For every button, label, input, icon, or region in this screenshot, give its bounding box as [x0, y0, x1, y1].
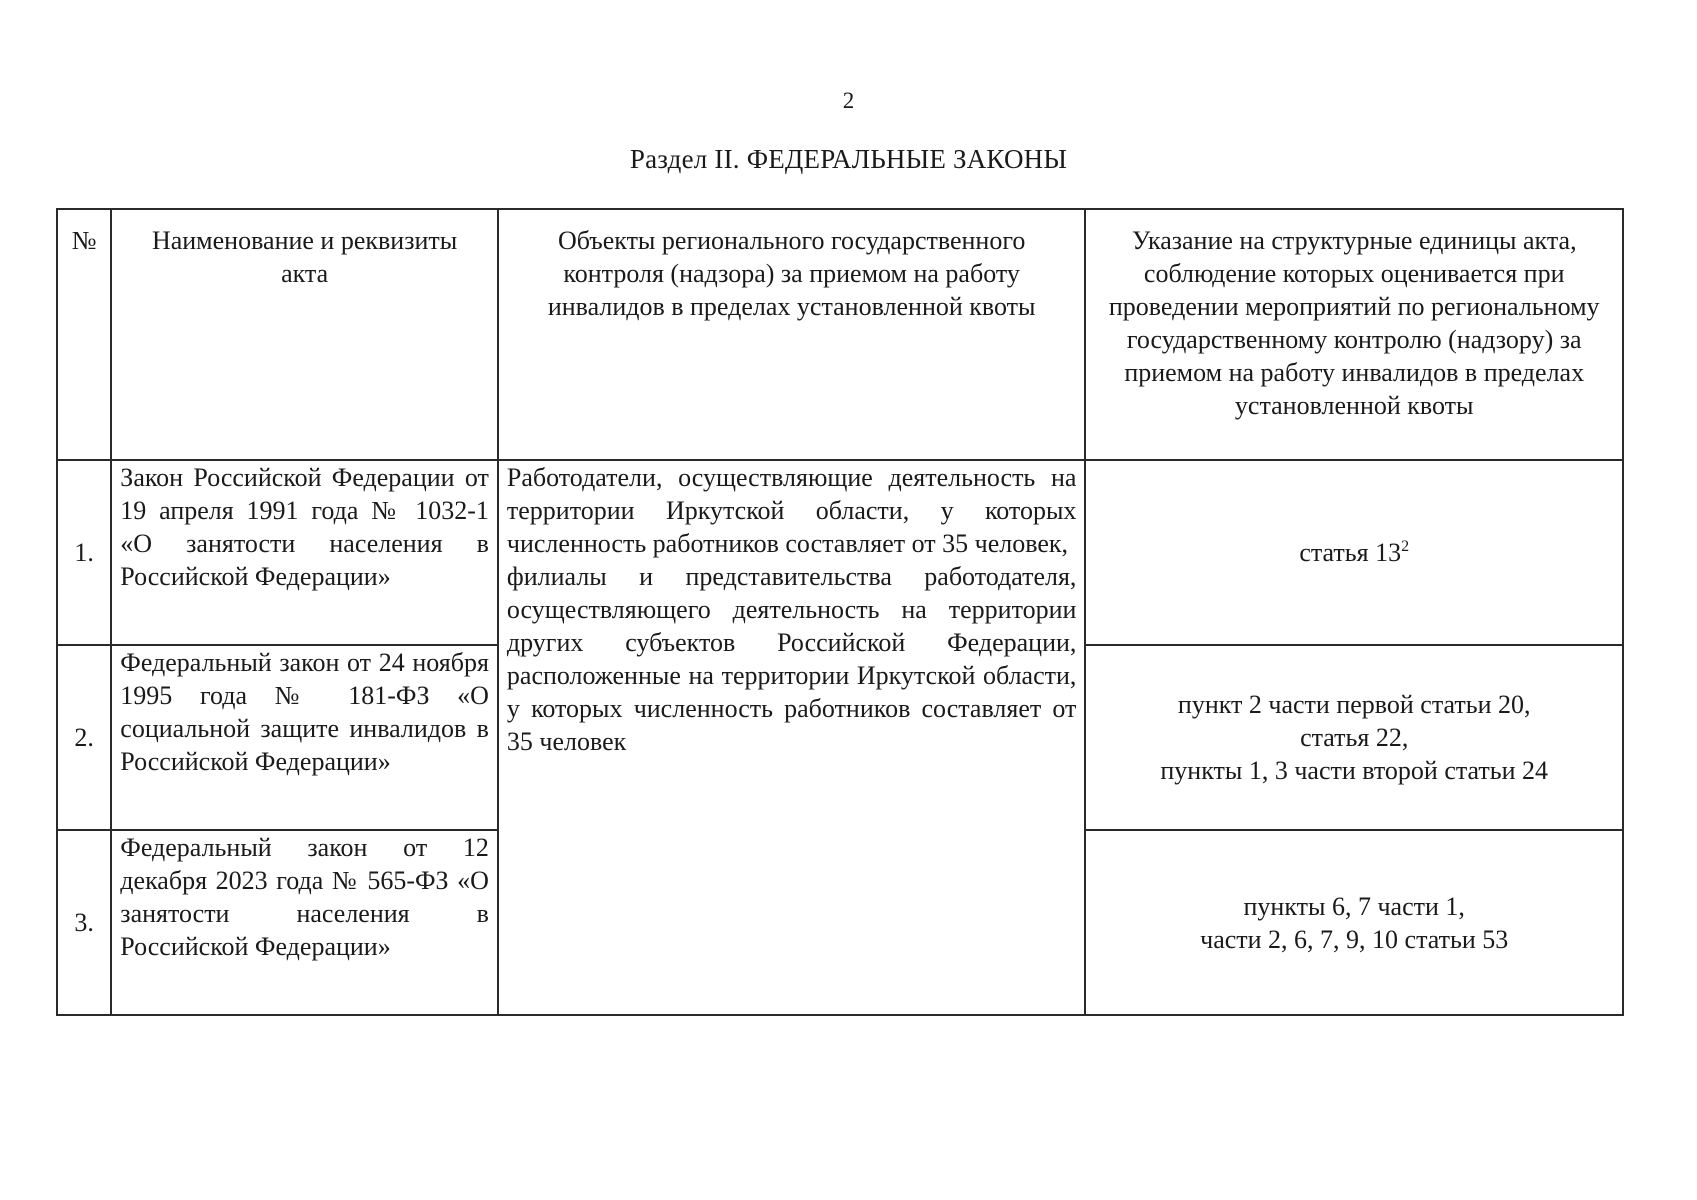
- units-line: статья 22,: [1300, 723, 1409, 752]
- units-line: пункт 2 части первой статьи 20,: [1177, 690, 1531, 719]
- units-article-superscript: 2: [1401, 538, 1410, 555]
- federal-laws-table: [56, 208, 1624, 1016]
- section-title: Раздел II. ФЕДЕРАЛЬНЫЕ ЗАКОНЫ: [629, 144, 1068, 174]
- header-act-name: Наименование и реквизиты акта: [111, 209, 498, 460]
- row-number: 3.: [57, 830, 111, 1015]
- table-row: [57, 460, 1623, 645]
- structural-units-cell: [1085, 830, 1623, 1015]
- units-article: статья 13: [1299, 538, 1402, 567]
- act-name-cell: Федеральный закон от 12 декабря 2023 года № 565-ФЗ «О занятости населения в Российской Федерации»: [111, 830, 498, 1015]
- units-line: пункты 1, 3 части второй статьи 24: [1160, 756, 1549, 785]
- units-line: части 2, 6, 7, 9, 10 статьи 53: [1200, 924, 1509, 954]
- units-line: пункты 6, 7 части 1,: [1243, 891, 1465, 921]
- page-number: 2: [842, 88, 855, 113]
- table-header-row: [57, 209, 1623, 460]
- row-number: 2.: [57, 645, 111, 830]
- row-number: 1.: [57, 460, 111, 645]
- objects-text-employers: Работодатели, осуществляющие деятельность на территории Иркутской области, у которых численность работников составляет от 35 человек,: [506, 463, 1077, 558]
- objects-cell: [498, 460, 1086, 1015]
- act-name-cell: Федеральный закон от 24 ноября 1995 года № 181-ФЗ «О социальной защите инвалидов в Российской Федерации»: [111, 645, 498, 830]
- structural-units-cell: [1085, 645, 1623, 830]
- header-structural-units: Указание на структурные единицы акта, соблюдение которых оценивается при проведении мероприятий по региональному государственному контролю (надзору) за приемом на работу инвалидов в пределах установленной квоты: [1085, 209, 1623, 460]
- header-objects: Объекты регионального государственного контроля (надзора) за приемом на работу инвалидов в пределах установленной квоты: [498, 209, 1086, 460]
- header-number: №: [57, 209, 111, 460]
- objects-text-branches: филиалы и представительства работодателя, осуществляющего деятельность на территории других субъектов Российской Федерации, расположенные на территории Иркутской области, у которых численность работников составляет от 35 человек: [506, 562, 1077, 756]
- structural-units-cell: [1085, 460, 1623, 645]
- act-name-cell: Закон Российской Федерации от 19 апреля 1991 года № 1032-1 «О занятости населения в Российской Федерации»: [111, 460, 498, 645]
